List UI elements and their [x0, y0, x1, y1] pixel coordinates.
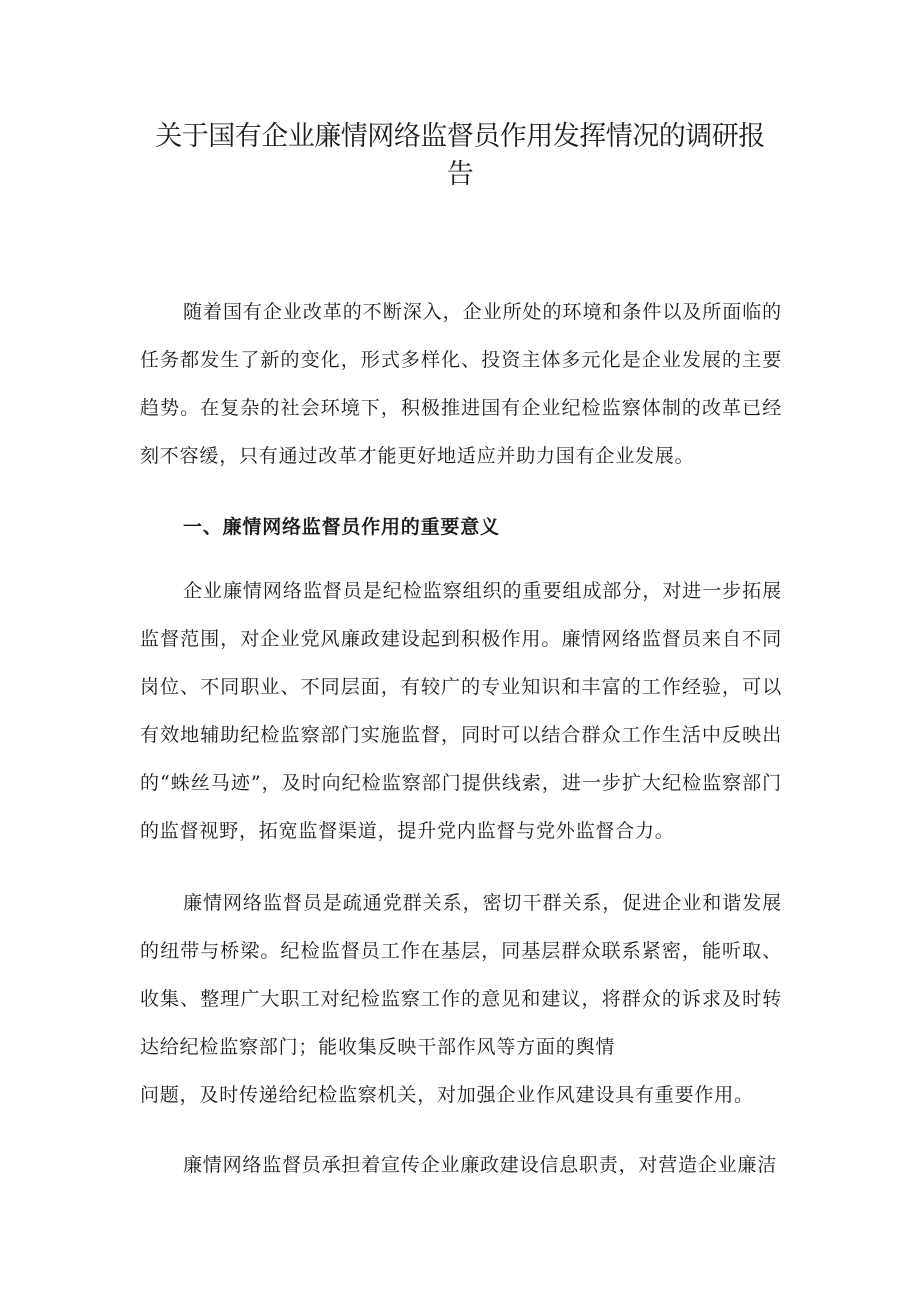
- paragraph-significance-2-part-1: 廉情网络监督员是疏通党群关系，密切干群关系，促进企业和谐发展的纽带与桥梁。纪检监督员工作在基层，同基层群众联系紧密，能听取、收集、整理广大职工对纪检监察工作的意见和建议，将群众的诉求及时转达给纪检监察部门；能收集反映干部作风等方面的舆情: [140, 892, 782, 1058]
- paragraph-intro: 随着国有企业改革的不断深入，企业所处的环境和条件以及所面临的任务都发生了新的变化，形式多样化、投资主体多元化是企业发展的主要趋势。在复杂的社会环境下，积极推进国有企业纪检监察体制的改革已经刻不容缓，只有通过改革才能更好地适应并助力国有企业发展。: [140, 301, 782, 467]
- paragraph-significance-1: 企业廉情网络监督员是纪检监察组织的重要组成部分，对进一步拓展监督范围，对企业党风廉政建设起到积极作用。廉情网络监督员来自不同岗位、不同职业、不同层面，有较广的专业知识和丰富的工作经验，可以有效地辅助纪检监察部门实施监督，同时可以结合群众工作生活中反映出的“蛛丝马迹”，及时向纪检监察部门提供线索，进一步扩大纪检监察部门的监督视野，拓宽监督渠道，提升党内监督与党外监督合力。: [140, 580, 782, 842]
- section-heading-1: 一、廉情网络监督员作用的重要意义: [183, 516, 500, 538]
- title-line-2: 告: [446, 159, 474, 190]
- document-title: [140, 118, 780, 194]
- title-line-1: 关于国有企业廉情网络监督员作用发挥情况的调研报: [155, 121, 765, 152]
- paragraph-significance-2-part-2: 问题，及时传递给纪检监察机关，对加强企业作风建设具有重要作用。: [140, 1084, 754, 1106]
- paragraph-significance-3: 廉情网络监督员承担着宣传企业廉政建设信息职责，对营造企业廉洁: [183, 1154, 778, 1176]
- paragraph-significance-2: [140, 879, 782, 1119]
